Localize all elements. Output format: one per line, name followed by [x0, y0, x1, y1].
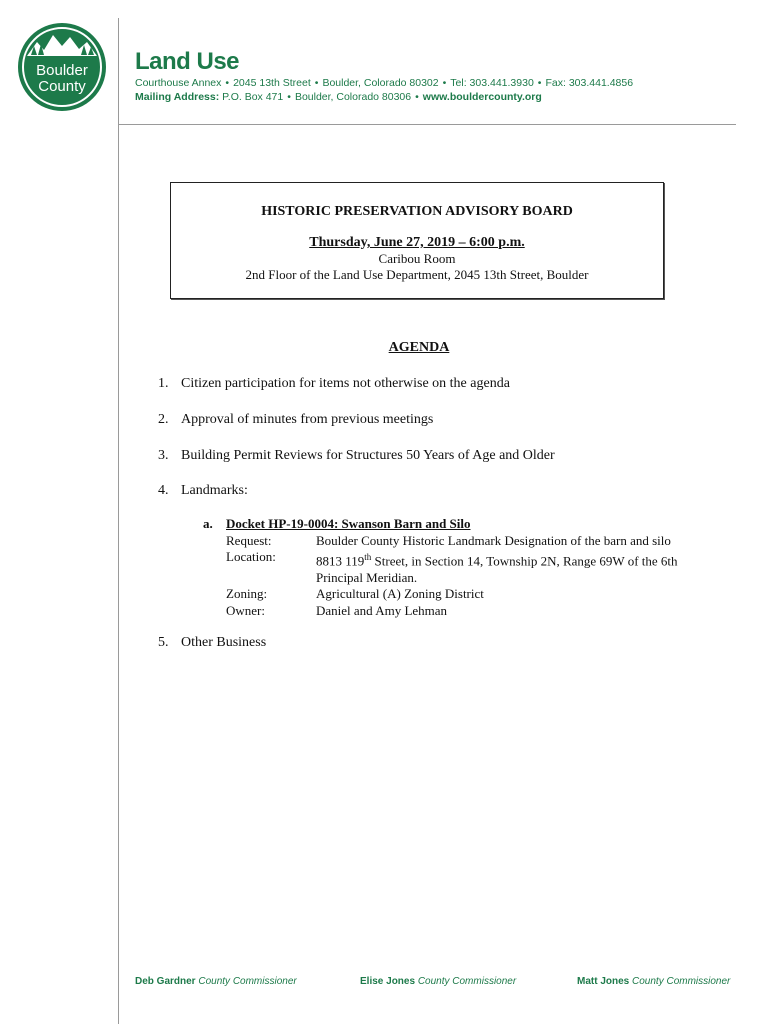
vertical-rule [118, 18, 119, 1024]
meeting-location: 2nd Floor of the Land Use Department, 2045 13th Street, Boulder [245, 267, 589, 282]
location-label: Location: [226, 549, 276, 564]
separator: • [442, 77, 447, 89]
docket-letter: a. [203, 516, 213, 531]
docket-heading [203, 516, 711, 533]
location-value [316, 549, 711, 586]
mailing-city: Boulder, Colorado 80306 [294, 91, 412, 103]
separator: • [287, 91, 291, 103]
commissioner-title: County Commissioner [417, 976, 517, 987]
agenda-item [158, 482, 248, 499]
request-label: Request: [226, 532, 272, 548]
meeting-room: Caribou Room [378, 251, 456, 266]
address-building: Courthouse Annex [135, 77, 222, 89]
location-number: 8813 119 [316, 553, 365, 569]
commissioner-name: Deb Gardner [135, 976, 196, 987]
agenda-item [158, 447, 555, 464]
item-text: Building Permit Reviews for Structures 50 Years of Age and Older [181, 448, 555, 463]
owner-value: Daniel and Amy Lehman [316, 602, 448, 618]
address-fax: Fax: 303.441.4856 [545, 77, 634, 89]
item-number: 5. [158, 635, 169, 650]
item-text: Approval of minutes from previous meetings [181, 412, 434, 427]
department-title: Land Use [135, 48, 240, 75]
owner-label: Owner: [226, 602, 265, 618]
location-rest: Street, in Section 14, Township 2N, Range 69W of the 6th Principal Meridian. [316, 553, 678, 585]
commissioner-title: County Commissioner [632, 976, 731, 987]
location-ordinal: th [364, 552, 372, 562]
meeting-info-box [170, 182, 664, 299]
item-number: 1. [158, 376, 169, 391]
agenda-item [158, 411, 433, 428]
item-number: 4. [158, 483, 169, 498]
boulder-county-logo [17, 22, 107, 112]
footer-commissioner [360, 976, 516, 987]
meeting-date-time: Thursday, June 27, 2019 – 6:00 p.m. [309, 235, 525, 250]
item-number: 2. [158, 412, 169, 427]
address-street: 2045 13th Street [233, 77, 311, 89]
item-text: Landmarks: [181, 483, 248, 498]
commissioner-name: Elise Jones [360, 976, 416, 987]
mailing-label: Mailing Address: [135, 91, 220, 103]
commissioner-name: Matt Jones [577, 976, 630, 987]
website-link[interactable]: www.bouldercounty.org [422, 91, 542, 103]
address-city: Boulder, Colorado 80302 [322, 77, 439, 89]
docket-section [203, 516, 711, 619]
docket-location-row [226, 549, 711, 586]
agenda-item [158, 375, 510, 392]
street-address-line [135, 77, 633, 90]
header-divider [118, 124, 736, 125]
commissioner-title: County Commissioner [198, 976, 297, 987]
footer-commissioner [135, 976, 297, 987]
docket-owner-row [226, 603, 711, 620]
zoning-value: Agricultural (A) Zoning District [316, 586, 484, 602]
separator: • [225, 77, 230, 89]
docket-request-row [226, 533, 711, 550]
board-name: HISTORIC PRESERVATION ADVISORY BOARD [261, 204, 573, 219]
zoning-label: Zoning: [226, 586, 268, 602]
separator: • [537, 77, 542, 89]
item-text: Citizen participation for items not otherwise on the agenda [181, 376, 510, 391]
docket-title: Docket HP-19-0004: Swanson Barn and Silo [226, 516, 471, 531]
docket-zoning-row [226, 586, 711, 603]
logo-text-boulder: Boulder [36, 62, 88, 79]
mailing-po-box: P.O. Box 471 [222, 91, 284, 103]
footer-commissioner [577, 976, 730, 987]
agenda-title: AGENDA [388, 340, 450, 355]
mailing-address-line [135, 91, 542, 104]
agenda-item [158, 634, 266, 651]
address-phone: Tel: 303.441.3930 [450, 77, 534, 89]
item-text: Other Business [181, 635, 267, 650]
separator: • [314, 77, 319, 89]
item-number: 3. [158, 448, 169, 463]
separator: • [415, 91, 419, 103]
request-value: Boulder County Historic Landmark Designation of the barn and silo [316, 532, 671, 548]
logo-text-county: County [38, 78, 86, 95]
